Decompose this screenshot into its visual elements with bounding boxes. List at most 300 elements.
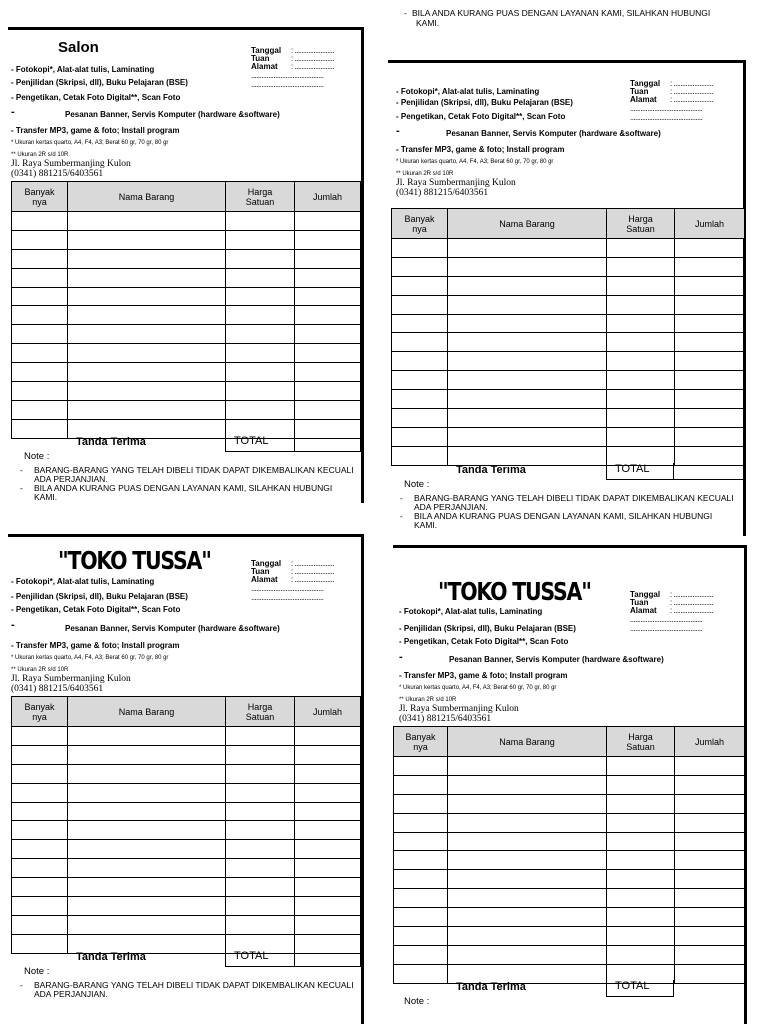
column-header: Harga Satuan bbox=[226, 182, 295, 212]
total-value[interactable] bbox=[295, 435, 361, 452]
items-table bbox=[393, 726, 745, 984]
tuan-field[interactable]: : ....................... bbox=[670, 598, 714, 607]
table-cell[interactable] bbox=[448, 239, 607, 258]
table-cell[interactable] bbox=[448, 794, 607, 813]
table-cell[interactable] bbox=[675, 409, 745, 428]
table-cell[interactable] bbox=[448, 427, 607, 446]
table-cell[interactable] bbox=[675, 757, 745, 776]
table-cell[interactable] bbox=[675, 813, 745, 832]
top-note-line: BILA ANDA KURANG PUAS DENGAN LAYANAN KAMI, SILAHKAN HUBUNGI bbox=[412, 8, 711, 18]
alamat-label: Alamat bbox=[630, 95, 657, 104]
table-cell[interactable] bbox=[226, 821, 295, 840]
table-cell[interactable] bbox=[675, 889, 745, 908]
table-cell[interactable] bbox=[226, 268, 295, 287]
service-item: - Penjilidan (Skripsi, dll), Buku Pelajaran (BSE) bbox=[399, 624, 576, 633]
table-cell[interactable] bbox=[68, 821, 226, 840]
tuan-field[interactable]: : ....................... bbox=[670, 87, 714, 96]
table-cell[interactable] bbox=[68, 878, 226, 897]
table-cell[interactable] bbox=[226, 859, 295, 878]
table-cell[interactable] bbox=[448, 832, 607, 851]
table-cell[interactable] bbox=[226, 783, 295, 802]
table-cell[interactable] bbox=[68, 764, 226, 783]
service-dash: - bbox=[396, 125, 400, 137]
note-line: BILA ANDA KURANG PUAS DENGAN LAYANAN KAMI, SILAHKAN HUBUNGI bbox=[414, 511, 713, 521]
table-cell[interactable] bbox=[68, 897, 226, 916]
table-cell[interactable] bbox=[12, 878, 68, 897]
column-header: Jumlah bbox=[295, 182, 361, 212]
alamat-extra-line[interactable]: .......................................... bbox=[630, 624, 703, 633]
table-cell[interactable] bbox=[68, 230, 226, 249]
table-cell[interactable] bbox=[675, 257, 745, 276]
table-cell[interactable] bbox=[295, 382, 361, 401]
customer-info bbox=[630, 591, 713, 633]
table-cell[interactable] bbox=[607, 390, 675, 409]
tanda-terima: Tanda Terima bbox=[456, 464, 526, 476]
table-cell[interactable] bbox=[295, 897, 361, 916]
table-cell[interactable] bbox=[68, 325, 226, 344]
table-cell[interactable] bbox=[68, 344, 226, 363]
table-cell[interactable] bbox=[675, 945, 745, 964]
table-cell[interactable] bbox=[607, 775, 675, 794]
table-cell[interactable] bbox=[392, 409, 448, 428]
customer-info bbox=[251, 47, 334, 89]
table-cell[interactable] bbox=[448, 333, 607, 352]
table-cell[interactable] bbox=[68, 382, 226, 401]
service-item: Pesanan Banner, Servis Komputer (hardware &software) bbox=[446, 129, 661, 138]
table-cell[interactable] bbox=[12, 400, 68, 419]
table-row bbox=[392, 314, 745, 333]
table-row bbox=[392, 371, 745, 390]
alamat-field[interactable]: : ....................... bbox=[291, 62, 335, 71]
service-item: Pesanan Banner, Servis Komputer (hardware &software) bbox=[65, 624, 280, 633]
service-item: - Pengetikan, Cetak Foto Digital**, Scan Foto bbox=[11, 93, 181, 102]
table-cell[interactable] bbox=[12, 934, 68, 953]
table-row bbox=[392, 427, 745, 446]
table-cell[interactable] bbox=[68, 400, 226, 419]
table-cell[interactable] bbox=[295, 878, 361, 897]
table-cell[interactable] bbox=[675, 371, 745, 390]
column-header: Harga Satuan bbox=[607, 209, 675, 239]
table-cell[interactable] bbox=[448, 870, 607, 889]
table-cell[interactable] bbox=[12, 783, 68, 802]
table-cell[interactable] bbox=[68, 249, 226, 268]
table-cell[interactable] bbox=[295, 821, 361, 840]
table-cell[interactable] bbox=[12, 764, 68, 783]
alamat-extra-line[interactable]: .......................................... bbox=[251, 584, 324, 593]
items-table-body bbox=[394, 757, 745, 984]
alamat-extra-line[interactable]: .......................................... bbox=[630, 615, 703, 624]
table-cell[interactable] bbox=[295, 212, 361, 231]
table-cell[interactable] bbox=[12, 897, 68, 916]
table-cell[interactable] bbox=[12, 268, 68, 287]
tuan-field[interactable]: : ....................... bbox=[291, 54, 335, 63]
table-cell[interactable] bbox=[607, 794, 675, 813]
table-cell[interactable] bbox=[675, 333, 745, 352]
table-cell[interactable] bbox=[607, 757, 675, 776]
table-cell[interactable] bbox=[295, 840, 361, 859]
table-cell[interactable] bbox=[295, 745, 361, 764]
paper-note: * Ukuran kertas quarto, A4, F4, A3; Berat 60 gr, 70 gr, 80 gr bbox=[399, 685, 557, 691]
table-cell[interactable] bbox=[68, 915, 226, 934]
table-cell[interactable] bbox=[675, 427, 745, 446]
table-cell[interactable] bbox=[226, 344, 295, 363]
tanggal-field[interactable]: : ....................... bbox=[291, 46, 335, 55]
table-row bbox=[392, 295, 745, 314]
table-row bbox=[392, 409, 745, 428]
total-value[interactable] bbox=[674, 463, 744, 480]
table-cell[interactable] bbox=[392, 295, 448, 314]
table-cell[interactable] bbox=[12, 249, 68, 268]
table-cell[interactable] bbox=[394, 908, 448, 927]
table-cell[interactable] bbox=[12, 382, 68, 401]
table-row bbox=[392, 257, 745, 276]
table-cell[interactable] bbox=[12, 727, 68, 746]
service-item: Pesanan Banner, Servis Komputer (hardware &software) bbox=[65, 110, 280, 119]
column-header: Banyak nya bbox=[12, 182, 68, 212]
table-row bbox=[392, 390, 745, 409]
table-cell[interactable] bbox=[226, 382, 295, 401]
table-cell[interactable] bbox=[68, 727, 226, 746]
table-cell[interactable] bbox=[295, 230, 361, 249]
tanggal-label: Tanggal bbox=[251, 46, 282, 55]
table-cell[interactable] bbox=[394, 832, 448, 851]
table-cell[interactable] bbox=[607, 927, 675, 946]
table-cell[interactable] bbox=[226, 212, 295, 231]
table-cell[interactable] bbox=[295, 306, 361, 325]
table-cell[interactable] bbox=[675, 352, 745, 371]
table-cell[interactable] bbox=[226, 764, 295, 783]
table-cell[interactable] bbox=[12, 859, 68, 878]
total-label: TOTAL bbox=[225, 435, 295, 452]
tanggal-field[interactable]: : ....................... bbox=[670, 590, 714, 599]
table-cell[interactable] bbox=[12, 306, 68, 325]
table-cell[interactable] bbox=[607, 314, 675, 333]
table-row bbox=[12, 287, 361, 306]
table-row bbox=[12, 915, 361, 934]
table-cell[interactable] bbox=[295, 802, 361, 821]
table-cell[interactable] bbox=[675, 775, 745, 794]
table-row bbox=[12, 363, 361, 382]
table-cell[interactable] bbox=[12, 344, 68, 363]
shop-phone: (0341) 881215/6403561 bbox=[11, 169, 104, 179]
table-cell[interactable] bbox=[448, 851, 607, 870]
table-cell[interactable] bbox=[675, 794, 745, 813]
receipt-border bbox=[361, 534, 364, 1024]
tuan-field[interactable]: : ....................... bbox=[291, 567, 335, 576]
table-cell[interactable] bbox=[675, 870, 745, 889]
column-header: Nama Barang bbox=[68, 697, 226, 727]
table-cell[interactable] bbox=[12, 821, 68, 840]
table-row bbox=[394, 908, 745, 927]
table-cell[interactable] bbox=[607, 851, 675, 870]
tanggal-label: Tanggal bbox=[630, 590, 661, 599]
table-cell[interactable] bbox=[68, 840, 226, 859]
customer-info bbox=[630, 80, 713, 122]
table-cell[interactable] bbox=[394, 851, 448, 870]
note-text: - BARANG-BARANG YANG TELAH DIBELI TIDAK DAPAT DIKEMBALIKAN KECUALI ADA PERJANJIAN. bbox=[20, 980, 354, 999]
service-dash: - bbox=[11, 619, 15, 631]
items-table bbox=[11, 696, 361, 954]
table-cell[interactable] bbox=[226, 878, 295, 897]
table-cell[interactable] bbox=[675, 276, 745, 295]
table-cell[interactable] bbox=[394, 945, 448, 964]
tanggal-field[interactable]: : ....................... bbox=[291, 559, 335, 568]
table-cell[interactable] bbox=[68, 859, 226, 878]
table-cell[interactable] bbox=[607, 427, 675, 446]
tuan-label: Tuan bbox=[630, 87, 649, 96]
alamat-field[interactable]: : ....................... bbox=[670, 95, 714, 104]
column-header: Jumlah bbox=[675, 209, 745, 239]
alamat-extra-line[interactable]: .......................................... bbox=[251, 593, 324, 602]
table-cell[interactable] bbox=[675, 832, 745, 851]
table-row bbox=[394, 775, 745, 794]
table-cell[interactable] bbox=[295, 400, 361, 419]
table-cell[interactable] bbox=[448, 409, 607, 428]
note-line: KAMI. bbox=[34, 492, 58, 502]
table-cell[interactable] bbox=[12, 840, 68, 859]
top-note: - BILA ANDA KURANG PUAS DENGAN LAYANAN KAMI, SILAHKAN HUBUNGI KAMI. bbox=[404, 8, 744, 28]
table-cell[interactable] bbox=[295, 287, 361, 306]
table-cell[interactable] bbox=[448, 889, 607, 908]
table-cell[interactable] bbox=[226, 306, 295, 325]
shop-phone: (0341) 881215/6403561 bbox=[399, 714, 492, 724]
table-cell[interactable] bbox=[12, 230, 68, 249]
table-cell[interactable] bbox=[607, 276, 675, 295]
tanggal-label: Tanggal bbox=[251, 559, 282, 568]
column-header: Jumlah bbox=[675, 727, 745, 757]
alamat-extra-line[interactable]: .......................................... bbox=[630, 104, 703, 113]
table-cell[interactable] bbox=[675, 851, 745, 870]
table-row bbox=[12, 745, 361, 764]
table-row bbox=[12, 802, 361, 821]
table-cell[interactable] bbox=[226, 840, 295, 859]
total-label: TOTAL bbox=[606, 980, 674, 997]
service-item: - Pengetikan, Cetak Foto Digital**, Scan Foto bbox=[399, 637, 569, 646]
table-cell[interactable] bbox=[675, 239, 745, 258]
receipt-border bbox=[388, 60, 746, 63]
table-cell[interactable] bbox=[394, 889, 448, 908]
table-cell[interactable] bbox=[607, 870, 675, 889]
table-cell[interactable] bbox=[448, 908, 607, 927]
total-label: TOTAL bbox=[225, 950, 295, 967]
table-cell[interactable] bbox=[448, 813, 607, 832]
table-cell[interactable] bbox=[675, 295, 745, 314]
table-cell[interactable] bbox=[12, 212, 68, 231]
table-cell[interactable] bbox=[607, 889, 675, 908]
table-row bbox=[12, 268, 361, 287]
table-row bbox=[394, 851, 745, 870]
note-line: ADA PERJANJIAN. bbox=[34, 474, 108, 484]
column-header: Banyak nya bbox=[12, 697, 68, 727]
table-cell[interactable] bbox=[226, 727, 295, 746]
table-cell[interactable] bbox=[607, 908, 675, 927]
service-item: - Transfer MP3, game & foto; Install program bbox=[399, 671, 568, 680]
paper-note: * Ukuran kertas quarto, A4, F4, A3; Berat 60 gr, 70 gr, 80 gr bbox=[11, 655, 169, 661]
table-row bbox=[394, 945, 745, 964]
table-cell[interactable] bbox=[392, 371, 448, 390]
table-row bbox=[12, 400, 361, 419]
receipt-border bbox=[361, 27, 364, 503]
table-cell[interactable] bbox=[68, 745, 226, 764]
table-cell[interactable] bbox=[607, 371, 675, 390]
table-cell[interactable] bbox=[68, 287, 226, 306]
table-cell[interactable] bbox=[392, 390, 448, 409]
table-cell[interactable] bbox=[607, 333, 675, 352]
table-row bbox=[394, 964, 745, 983]
table-cell[interactable] bbox=[394, 775, 448, 794]
alamat-label: Alamat bbox=[251, 62, 278, 71]
table-cell[interactable] bbox=[394, 813, 448, 832]
alamat-extra-line[interactable]: .......................................... bbox=[251, 71, 324, 80]
table-cell[interactable] bbox=[68, 783, 226, 802]
note-line: BARANG-BARANG YANG TELAH DIBELI TIDAK DAPAT DIKEMBALIKAN KECUALI bbox=[34, 980, 354, 990]
table-cell[interactable] bbox=[607, 352, 675, 371]
table-cell[interactable] bbox=[448, 257, 607, 276]
table-cell[interactable] bbox=[675, 964, 745, 983]
table-cell[interactable] bbox=[226, 287, 295, 306]
table-row bbox=[12, 783, 361, 802]
table-cell[interactable] bbox=[295, 727, 361, 746]
table-cell[interactable] bbox=[607, 239, 675, 258]
table-cell[interactable] bbox=[448, 927, 607, 946]
alamat-field[interactable]: : ....................... bbox=[670, 606, 714, 615]
column-header: Nama Barang bbox=[68, 182, 226, 212]
table-cell[interactable] bbox=[226, 363, 295, 382]
table-cell[interactable] bbox=[448, 371, 607, 390]
table-cell[interactable] bbox=[226, 325, 295, 344]
table-cell[interactable] bbox=[448, 945, 607, 964]
shop-address: Jl. Raya Sumbermanjing Kulon bbox=[396, 178, 516, 188]
table-cell[interactable] bbox=[392, 333, 448, 352]
table-cell[interactable] bbox=[295, 915, 361, 934]
table-cell[interactable] bbox=[392, 276, 448, 295]
table-cell[interactable] bbox=[675, 314, 745, 333]
table-cell[interactable] bbox=[448, 295, 607, 314]
table-cell[interactable] bbox=[295, 249, 361, 268]
table-cell[interactable] bbox=[448, 446, 607, 465]
table-cell[interactable] bbox=[675, 390, 745, 409]
table-cell[interactable] bbox=[607, 832, 675, 851]
table-row bbox=[394, 757, 745, 776]
tuan-label: Tuan bbox=[630, 598, 649, 607]
table-cell[interactable] bbox=[68, 802, 226, 821]
table-row bbox=[394, 813, 745, 832]
table-cell[interactable] bbox=[607, 813, 675, 832]
table-row bbox=[394, 832, 745, 851]
column-header: Banyak nya bbox=[394, 727, 448, 757]
table-cell[interactable] bbox=[394, 794, 448, 813]
table-cell[interactable] bbox=[12, 802, 68, 821]
table-cell[interactable] bbox=[448, 314, 607, 333]
table-cell[interactable] bbox=[675, 927, 745, 946]
table-cell[interactable] bbox=[226, 915, 295, 934]
table-cell[interactable] bbox=[226, 230, 295, 249]
table-cell[interactable] bbox=[295, 859, 361, 878]
table-row bbox=[12, 344, 361, 363]
column-header: Banyak nya bbox=[392, 209, 448, 239]
tanggal-field[interactable]: : ....................... bbox=[670, 79, 714, 88]
service-item: - Penjilidan (Skripsi, dll), Buku Pelajaran (BSE) bbox=[11, 78, 188, 87]
table-row bbox=[12, 230, 361, 249]
table-cell[interactable] bbox=[607, 295, 675, 314]
total-value[interactable] bbox=[295, 950, 361, 967]
table-cell[interactable] bbox=[448, 757, 607, 776]
note-label: Note : bbox=[24, 966, 50, 977]
total-label: TOTAL bbox=[606, 463, 674, 480]
table-cell[interactable] bbox=[12, 915, 68, 934]
table-cell[interactable] bbox=[392, 314, 448, 333]
table-cell[interactable] bbox=[226, 249, 295, 268]
table-cell[interactable] bbox=[226, 745, 295, 764]
table-cell[interactable] bbox=[68, 268, 226, 287]
table-cell[interactable] bbox=[68, 306, 226, 325]
table-cell[interactable] bbox=[394, 964, 448, 983]
table-cell[interactable] bbox=[607, 257, 675, 276]
column-header: Jumlah bbox=[295, 697, 361, 727]
table-cell[interactable] bbox=[226, 897, 295, 916]
table-cell[interactable] bbox=[12, 419, 68, 438]
table-cell[interactable] bbox=[295, 325, 361, 344]
table-row bbox=[394, 889, 745, 908]
alamat-extra-line[interactable]: .......................................... bbox=[630, 113, 703, 122]
table-cell[interactable] bbox=[226, 400, 295, 419]
items-table-body bbox=[12, 212, 361, 439]
note-label: Note : bbox=[404, 479, 430, 490]
table-cell[interactable] bbox=[392, 257, 448, 276]
column-header: Harga Satuan bbox=[607, 727, 675, 757]
table-cell[interactable] bbox=[295, 783, 361, 802]
alamat-extra-line[interactable]: .......................................... bbox=[251, 80, 324, 89]
table-cell[interactable] bbox=[226, 802, 295, 821]
table-cell[interactable] bbox=[295, 268, 361, 287]
table-cell[interactable] bbox=[392, 446, 448, 465]
items-table bbox=[11, 181, 361, 439]
service-item: - Penjilidan (Skripsi, dll), Buku Pelajaran (BSE) bbox=[396, 98, 573, 107]
table-cell[interactable] bbox=[448, 390, 607, 409]
table-cell[interactable] bbox=[607, 409, 675, 428]
table-cell[interactable] bbox=[295, 363, 361, 382]
service-item: - Transfer MP3, game & foto; Install program bbox=[11, 641, 180, 650]
table-cell[interactable] bbox=[394, 927, 448, 946]
table-cell[interactable] bbox=[448, 352, 607, 371]
table-row bbox=[12, 306, 361, 325]
table-cell[interactable] bbox=[12, 363, 68, 382]
alamat-field[interactable]: : ....................... bbox=[291, 575, 335, 584]
table-cell[interactable] bbox=[12, 287, 68, 306]
table-cell[interactable] bbox=[295, 344, 361, 363]
table-cell[interactable] bbox=[392, 352, 448, 371]
table-row bbox=[394, 870, 745, 889]
table-cell[interactable] bbox=[68, 212, 226, 231]
table-cell[interactable] bbox=[394, 870, 448, 889]
table-cell[interactable] bbox=[394, 757, 448, 776]
note-label: Note : bbox=[404, 996, 430, 1007]
note-line: KAMI. bbox=[414, 520, 438, 530]
shop-address: Jl. Raya Sumbermanjing Kulon bbox=[11, 159, 131, 169]
table-cell[interactable] bbox=[12, 325, 68, 344]
shop-name: "TOKO TUSSA" bbox=[438, 577, 591, 606]
table-cell[interactable] bbox=[12, 745, 68, 764]
table-cell[interactable] bbox=[392, 427, 448, 446]
table-cell[interactable] bbox=[392, 239, 448, 258]
table-cell[interactable] bbox=[607, 945, 675, 964]
table-cell[interactable] bbox=[295, 764, 361, 783]
table-row bbox=[12, 382, 361, 401]
table-cell[interactable] bbox=[68, 363, 226, 382]
table-cell[interactable] bbox=[675, 908, 745, 927]
table-cell[interactable] bbox=[448, 775, 607, 794]
table-cell[interactable] bbox=[448, 276, 607, 295]
